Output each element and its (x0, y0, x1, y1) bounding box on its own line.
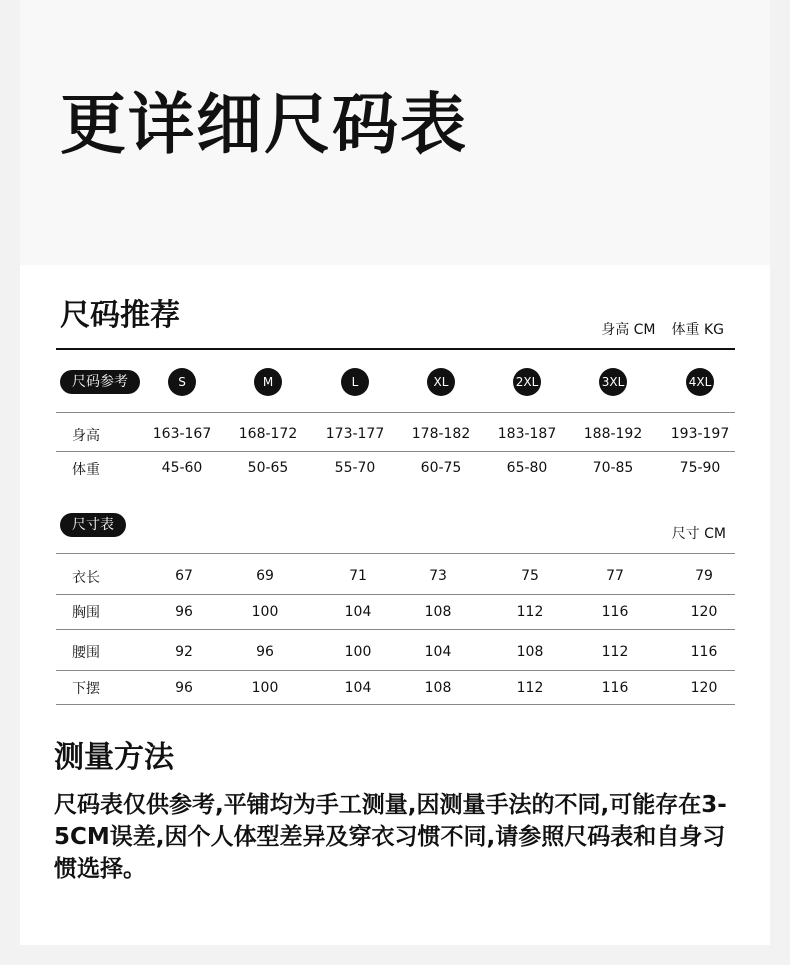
table-cell: 77 (606, 568, 624, 584)
page-title: 更详细尺码表 (60, 86, 468, 163)
table-cell: 69 (256, 568, 274, 584)
table-cell: 193-197 (670, 426, 730, 442)
table-cell: 70-85 (592, 460, 634, 476)
row-label-height: 身高 (72, 428, 100, 444)
height-unit-label: 身高 CM (601, 322, 656, 338)
size-badge-3xl: 3XL (599, 368, 627, 396)
weight-unit-label: 体重 KG (671, 322, 724, 338)
table-cell: 108 (424, 680, 452, 696)
measure-rule-3 (56, 670, 735, 671)
table-cell: 120 (690, 604, 718, 620)
measure-table-badge: 尺寸表 (60, 513, 126, 537)
table-cell: 50-65 (247, 460, 289, 476)
table-cell: 178-182 (411, 426, 471, 442)
table-cell: 65-80 (506, 460, 548, 476)
table-cell: 112 (601, 644, 629, 660)
table-cell: 112 (516, 680, 544, 696)
table-cell: 75 (521, 568, 539, 584)
recommend-units (601, 319, 724, 339)
table-cell: 100 (251, 604, 279, 620)
table-cell: 112 (516, 604, 544, 620)
table-cell: 60-75 (420, 460, 462, 476)
measure-rule-1 (56, 594, 735, 595)
table-cell: 100 (251, 680, 279, 696)
table-cell: 104 (424, 644, 452, 660)
measure-rule-bottom (56, 704, 735, 705)
method-description: 尺码表仅供参考,平铺均为手工测量,因测量手法的不同,可能存在3-5CM误差,因个人体型差异及穿衣习惯不同,请参照尺码表和自身习惯选择。 (54, 792, 727, 882)
table-cell: 108 (516, 644, 544, 660)
table-cell: 45-60 (161, 460, 203, 476)
table-cell: 96 (256, 644, 274, 660)
size-chart-card (20, 265, 770, 945)
table-cell: 116 (601, 604, 629, 620)
table-cell: 168-172 (238, 426, 298, 442)
table-cell: 104 (344, 604, 372, 620)
table-cell: 104 (344, 680, 372, 696)
table-cell: 188-192 (583, 426, 643, 442)
size-ref-badge: 尺码参考 (60, 370, 140, 394)
table-cell: 120 (690, 680, 718, 696)
row-label-length: 衣长 (72, 570, 100, 586)
recommend-rule-2 (56, 451, 735, 452)
table-cell: 67 (175, 568, 193, 584)
table-cell: 116 (690, 644, 718, 660)
row-label-hem: 下摆 (72, 681, 100, 697)
table-cell: 71 (349, 568, 367, 584)
row-label-weight: 体重 (72, 462, 100, 478)
table-cell: 73 (429, 568, 447, 584)
size-badge-4xl: 4XL (686, 368, 714, 396)
size-badge-l: L (341, 368, 369, 396)
table-cell: 79 (695, 568, 713, 584)
measure-rule-top (56, 553, 735, 554)
recommend-top-rule (56, 348, 735, 350)
table-cell: 173-177 (325, 426, 385, 442)
table-cell: 96 (175, 680, 193, 696)
size-badge-2xl: 2XL (513, 368, 541, 396)
measure-rule-2 (56, 629, 735, 630)
header-panel (20, 0, 770, 265)
row-label-waist: 腰围 (72, 645, 100, 661)
table-cell: 55-70 (334, 460, 376, 476)
method-title: 测量方法 (54, 740, 174, 775)
size-badge-s: S (168, 368, 196, 396)
row-label-chest: 胸围 (72, 605, 100, 621)
table-cell: 108 (424, 604, 452, 620)
table-cell: 96 (175, 604, 193, 620)
table-cell: 116 (601, 680, 629, 696)
table-cell: 92 (175, 644, 193, 660)
recommend-section-title: 尺码推荐 (60, 298, 180, 333)
recommend-rule-1 (56, 412, 735, 413)
table-cell: 100 (344, 644, 372, 660)
measure-unit-label: 尺寸 CM (671, 526, 726, 542)
size-badge-m: M (254, 368, 282, 396)
size-badge-xl: XL (427, 368, 455, 396)
table-cell: 75-90 (679, 460, 721, 476)
table-cell: 183-187 (497, 426, 557, 442)
table-cell: 163-167 (152, 426, 212, 442)
